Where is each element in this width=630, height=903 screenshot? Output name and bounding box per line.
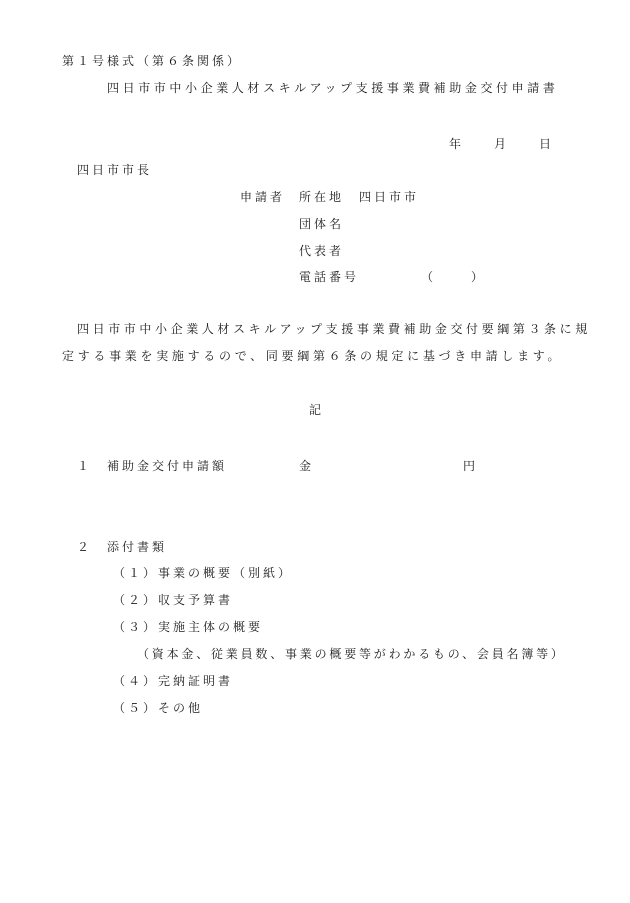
form-label: 第１号様式（第６条関係） <box>62 54 243 68</box>
date-day: 日 <box>539 137 555 151</box>
applicant-label: 申請者 <box>240 190 286 204</box>
ki-heading: 記 <box>309 403 325 417</box>
body-line-2: 定する事業を実施するので、同要綱第６条の規定に基づき申請します。 <box>62 349 564 363</box>
item-1-label: 補助金交付申請額 <box>107 459 228 473</box>
item-2-number: ２ <box>77 540 93 554</box>
attachment-item: （４）完納証明書 <box>113 674 234 688</box>
addressee: 四日市市長 <box>77 163 153 177</box>
document-title: 四日市市中小企業人材スキルアップ支援事業費補助金交付申請書 <box>107 81 559 95</box>
phone-open-paren: （ <box>421 270 437 284</box>
body-line-1: 四日市市中小企業人材スキルアップ支援事業費補助金交付要綱第３条に規 <box>77 322 591 336</box>
phone-label: 電話番号 <box>299 270 360 284</box>
attachment-item: （５）その他 <box>113 701 204 715</box>
address-value: 四日市市 <box>359 190 420 204</box>
attachment-item: （３）実施主体の概要 <box>113 620 264 634</box>
item-1-number: １ <box>77 459 93 473</box>
attachment-item-note: （資本金、従業員数、事業の概要等がわかるもの、会員名簿等） <box>137 647 566 661</box>
item-1-kin: 金 <box>299 459 315 473</box>
item-2-label: 添付書類 <box>107 540 168 554</box>
item-1-yen: 円 <box>463 459 479 473</box>
date-month: 月 <box>494 137 510 151</box>
phone-close-paren: ） <box>471 270 487 284</box>
attachment-item: （１）事業の概要（別紙） <box>113 566 294 580</box>
date-year: 年 <box>449 137 465 151</box>
attachment-item: （２）収支予算書 <box>113 593 234 607</box>
representative-label: 代表者 <box>299 244 345 258</box>
org-name-label: 団体名 <box>299 217 345 231</box>
address-label: 所在地 <box>299 190 345 204</box>
